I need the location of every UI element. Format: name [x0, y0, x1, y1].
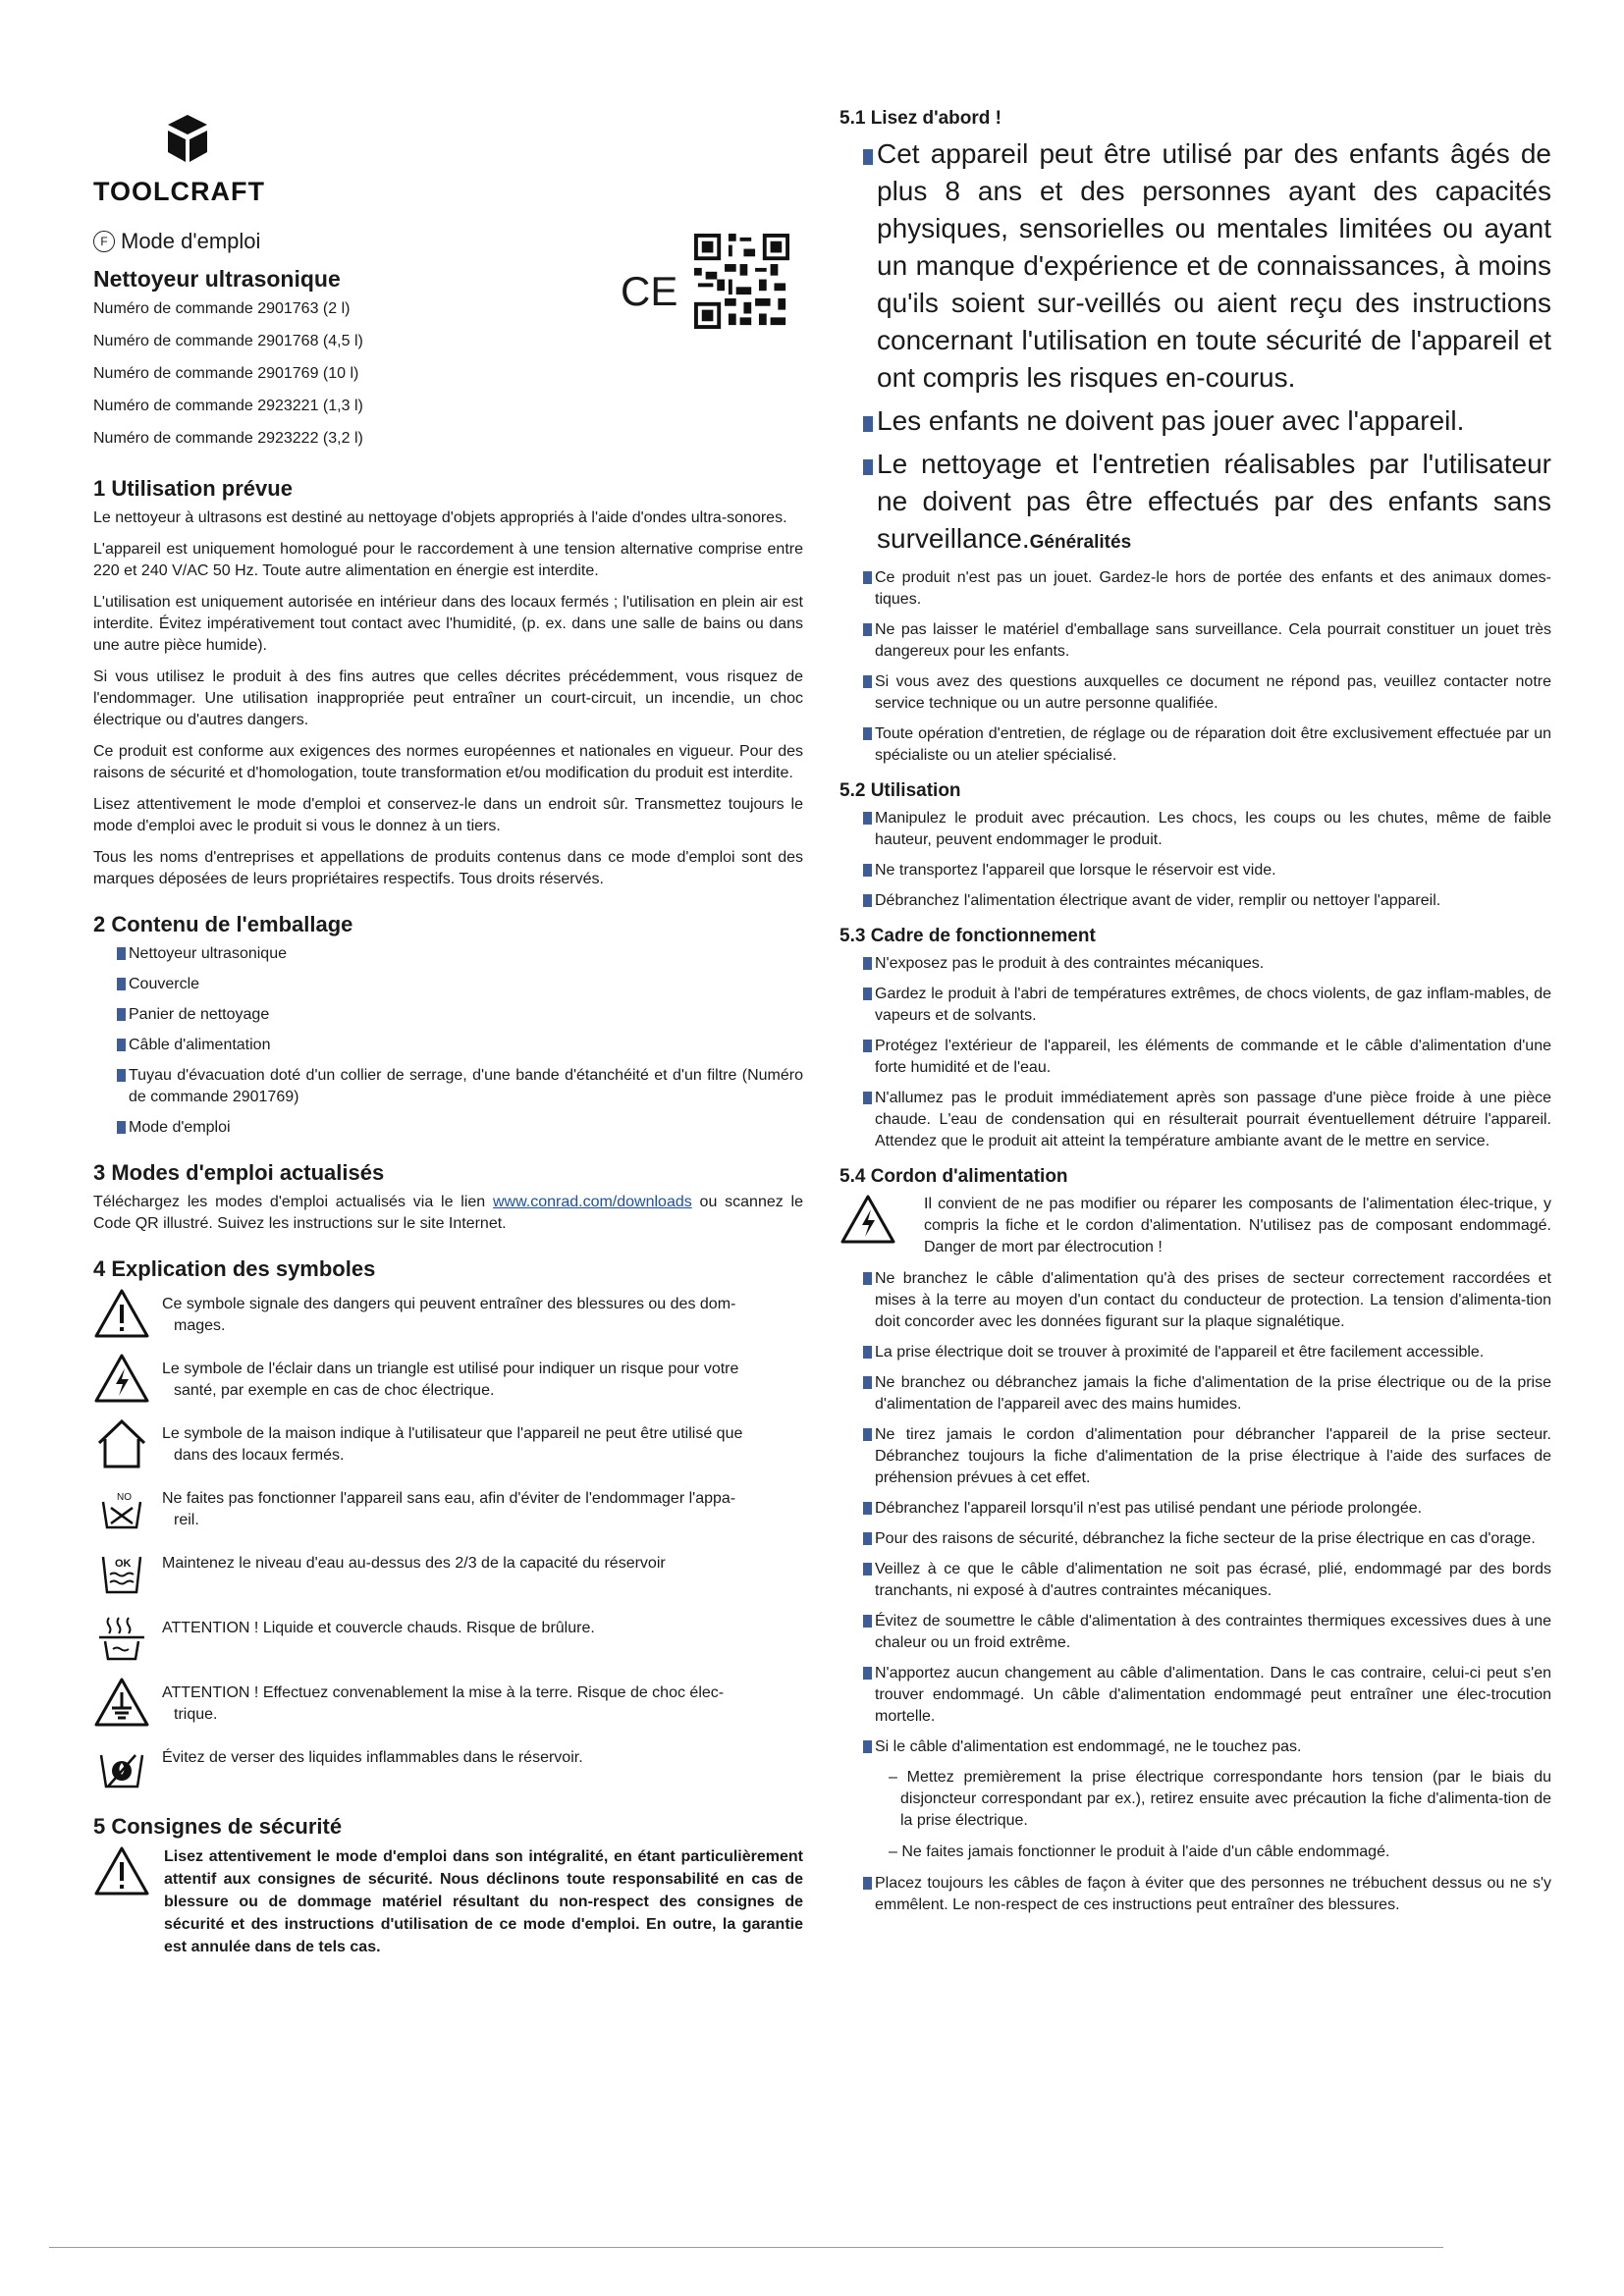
- product-title: Nettoyeur ultrasonique: [93, 266, 341, 292]
- safety-warning-text: Lisez attentivement le mode d'emploi dans son intégralité, en étant particulièrement attentif aux consignes de sécurité. Nous déclinons toute responsabilité en cas de blessure ou de dommage matériel résultant du non-respect des consignes de sécurité et des instructions d'utilisation de ce mode d'emploi. En outre, la garantie est annulée dans de tels cas.: [164, 1848, 803, 1955]
- document-header: [93, 229, 803, 454]
- list-item: Pour des raisons de sécurité, débranchez la fiche secteur de la prise électrique en cas d'orage.: [867, 1528, 1551, 1550]
- list-item: Toute opération d'entretien, de réglage ou de réparation doit être exclusivement effectuée par un spécialiste ou un atelier spécialisé.: [867, 723, 1551, 767]
- symbol-description: [162, 1553, 666, 1575]
- section-2-title: 2 Contenu de l'emballage: [93, 912, 353, 936]
- symbol-text-cont: dans des locaux fermés.: [174, 1447, 345, 1464]
- read-first-text: Le nettoyage et l'entretien réalisables par l'utilisateur ne doivent pas être effectués par des enfants sans surveillance.: [877, 449, 1551, 554]
- left-column: [93, 103, 803, 1958]
- symbol-description: [162, 1618, 595, 1639]
- brand-name: TOOLCRAFT: [93, 177, 265, 206]
- safety-warning: [93, 1845, 803, 1958]
- section-3-title: 3 Modes d'emploi actualisés: [93, 1160, 385, 1185]
- usage-list: [839, 808, 1551, 912]
- section-5-title: 5 Consignes de sécurité: [93, 1814, 343, 1839]
- power-cord-warning: [839, 1194, 1551, 1258]
- list-item: Nettoyeur ultrasonique: [121, 943, 803, 965]
- read-first-item: [871, 446, 1551, 561]
- warning-triangle-icon: [93, 1288, 150, 1339]
- symbol-text-line: Ne faites pas fonctionner l'appareil sans eau, afin d'éviter de l'endommager l'appa-: [162, 1490, 736, 1507]
- power-cord-final-list: [839, 1873, 1551, 1916]
- list-item: Tuyau d'évacuation doté d'un collier de serrage, d'une bande d'étanchéité et d'un filtre (Numéro de commande 2901769): [121, 1065, 803, 1108]
- paragraph: Lisez attentivement le mode d'emploi et conservez-le dans un endroit sûr. Transmettez toujours le mode d'emploi avec le produit si vous le donnez à un tiers.: [93, 796, 803, 834]
- brand-logo: [93, 103, 803, 211]
- lightning-triangle-icon: [839, 1194, 896, 1245]
- symbol-row: [93, 1288, 803, 1339]
- ground-triangle-icon: [93, 1677, 150, 1728]
- symbol-description: [162, 1294, 735, 1337]
- symbol-description: [162, 1488, 735, 1531]
- list-item: La prise électrique doit se trouver à proximité de l'appareil et être facilement accessible.: [867, 1342, 1551, 1363]
- warning-triangle-icon: [93, 1845, 150, 1896]
- symbol-text-line: Évitez de verser des liquides inflammables dans le réservoir.: [162, 1749, 583, 1766]
- list-item: Débranchez l'alimentation électrique avant de vider, remplir ou nettoyer l'appareil.: [867, 890, 1551, 912]
- symbol-text-cont: mages.: [174, 1317, 226, 1334]
- paragraph: L'appareil est uniquement homologué pour le raccordement à une tension alternative comprise entre 220 et 240 V/AC 50 Hz. Toute autre alimentation en énergie est interdite.: [93, 541, 803, 579]
- section-1-body: [93, 507, 803, 890]
- order-number: Numéro de commande 2923222 (3,2 l): [93, 430, 363, 447]
- order-number: Numéro de commande 2901769 (10 l): [93, 365, 359, 382]
- lightning-triangle-icon: [93, 1353, 150, 1404]
- read-first-item: [871, 402, 1551, 440]
- list-item: Câble d'alimentation: [121, 1035, 803, 1056]
- symbol-text-cont: reil.: [174, 1512, 199, 1528]
- general-safety-list: [839, 567, 1551, 767]
- language-badge: F: [93, 231, 115, 252]
- symbol-text-line: Le symbole de l'éclair dans un triangle est utilisé pour indiquer un risque pour votre: [162, 1361, 739, 1377]
- list-item: Ne branchez le câble d'alimentation qu'à des prises de secteur correctement raccordées et mises à la terre au moyen d'un contact du conducteur de protection. La tension d'alimenta-tion doit concorder avec les données figurant sur la plaque signalétique.: [867, 1268, 1551, 1333]
- ce-mark: CE: [621, 268, 678, 314]
- right-column: [839, 108, 1551, 1925]
- list-item: Ne branchez ou débranchez jamais la fiche d'alimentation de la prise électrique ou de la prise d'alimentation de l'appareil avec des mains humides.: [867, 1372, 1551, 1415]
- manual-label: Mode d'emploi: [121, 229, 261, 253]
- list-item: N'allumez pas le produit immédiatement après son passage d'une pièce froide à une pièce chaude. L'eau de condensation qui en résulterait pourrait éventuellement détruire l'appareil. Attendez que le produit ait atteint la température ambiante avant de le mettre en service.: [867, 1088, 1551, 1152]
- section-1-title: 1 Utilisation prévue: [93, 476, 293, 501]
- list-item: N'apportez aucun changement au câble d'alimentation. Dans le cas contraire, celui-ci peut s'en trouver endommagé. Un câble d'alimentation endommagé peut entraîner une élec-trocution mortelle.: [867, 1663, 1551, 1728]
- qr-code-icon: [694, 234, 789, 329]
- list-item: Panier de nettoyage: [121, 1004, 803, 1026]
- list-item: Évitez de soumettre le câble d'alimentation à des contraintes thermiques excessives dues à une chaleur ou un froid extrême.: [867, 1611, 1551, 1654]
- symbol-text-line: ATTENTION ! Effectuez convenablement la mise à la terre. Risque de choc élec-: [162, 1684, 725, 1701]
- list-item: N'exposez pas le produit à des contraintes mécaniques.: [867, 953, 1551, 975]
- svg-text:NO: NO: [117, 1492, 132, 1503]
- symbol-description: [162, 1359, 738, 1402]
- power-cord-sub-list: [839, 1767, 1551, 1863]
- symbol-row: [93, 1741, 803, 1792]
- house-icon: [93, 1417, 150, 1468]
- no-flammable-icon: [93, 1741, 150, 1792]
- ok-water-level-icon: [93, 1547, 150, 1598]
- section-4-title: 4 Explication des symboles: [93, 1256, 376, 1281]
- list-item: Veillez à ce que le câble d'alimentation ne soit pas écrasé, plié, endommagé par des bords tranchants, ni exposé à d'autres contraintes mécaniques.: [867, 1559, 1551, 1602]
- operating-conditions-list: [839, 953, 1551, 1152]
- section-5-2-title: 5.2 Utilisation: [839, 780, 961, 801]
- symbol-text-cont: trique.: [174, 1706, 218, 1723]
- package-contents-list: [93, 943, 803, 1139]
- symbol-text-line: Le symbole de la maison indique à l'utilisateur que l'appareil ne peut être utilisé que: [162, 1425, 743, 1442]
- section-5-1-title: 5.1 Lisez d'abord !: [839, 108, 1001, 129]
- symbol-description: [162, 1423, 742, 1467]
- symbol-text-line: Ce symbole signale des dangers qui peuvent entraîner des blessures ou des dom-: [162, 1296, 736, 1312]
- hot-liquid-icon: [93, 1612, 150, 1663]
- symbol-row: [93, 1482, 803, 1533]
- symbol-row: [93, 1547, 803, 1598]
- section-5-3-title: 5.3 Cadre de fonctionnement: [839, 926, 1096, 946]
- no-water-icon: [93, 1482, 150, 1533]
- list-item: Si vous avez des questions auxquelles ce document ne répond pas, veuillez contacter notre service technique ou un autre personne qualifiée.: [867, 671, 1551, 715]
- read-first-item: [871, 135, 1551, 397]
- paragraph: Si vous utilisez le produit à des fins autres que celles décrites précédemment, vous risquez de l'endommager. Une utilisation inappropriée peut entraîner un court-circuit, un incendie, un choc électrique ou d'autres dangers.: [93, 668, 803, 728]
- list-item: Mode d'emploi: [121, 1117, 803, 1139]
- footer-divider: [49, 2247, 1443, 2248]
- generalites-heading: Généralités: [1029, 532, 1132, 553]
- paragraph: Tous les noms d'entreprises et appellations de produits contenus dans ce mode d'emploi sont des marques déposées de leurs propriétaires respectifs. Tous droits réservés.: [93, 849, 803, 887]
- order-number: Numéro de commande 2901763 (2 l): [93, 300, 351, 317]
- order-number: Numéro de commande 2923221 (1,3 l): [93, 398, 363, 414]
- read-first-text: Les enfants ne doivent pas jouer avec l'appareil.: [877, 405, 1465, 436]
- list-item: Débranchez l'appareil lorsqu'il n'est pas utilisé pendant une période prolongée.: [867, 1498, 1551, 1520]
- symbol-row: [93, 1353, 803, 1404]
- symbol-row: [93, 1612, 803, 1663]
- symbol-row: [93, 1677, 803, 1728]
- list-item: Protégez l'extérieur de l'appareil, les éléments de commande et le câble d'alimentation d'une forte humidité et de l'eau.: [867, 1036, 1551, 1079]
- dash-list-item: – Ne faites jamais fonctionner le produit à l'aide d'un câble endommagé.: [889, 1843, 1390, 1860]
- symbol-row: [93, 1417, 803, 1468]
- list-item: Ne pas laisser le matériel d'emballage sans surveillance. Cela pourrait constituer un jouet très dangereux pour les enfants.: [867, 619, 1551, 663]
- dash-list-item: – Mettez premièrement la prise électrique correspondante hors tension (par le biais du disjoncteur correspondant par ex.), retirez ensuite avec précaution la fiche d'alimenta-tion de la prise électrique.: [889, 1769, 1551, 1829]
- list-item: Ce produit n'est pas un jouet. Gardez-le hors de portée des enfants et des animaux domes-tiques.: [867, 567, 1551, 611]
- symbol-text-line: ATTENTION ! Liquide et couvercle chauds. Risque de brûlure.: [162, 1620, 595, 1636]
- read-first-list: [839, 135, 1551, 561]
- downloads-link[interactable]: www.conrad.com/downloads: [492, 1194, 692, 1210]
- paragraph: L'utilisation est uniquement autorisée en intérieur dans des locaux fermés ; l'utilisation en plein air est interdite. Évitez impérativement tout contact avec l'humidité, (p. ex. dans une salle de bains ou dans une autre pièce humide).: [93, 594, 803, 654]
- symbols-list: [93, 1288, 803, 1792]
- power-cord-list: [839, 1268, 1551, 1758]
- list-item: Manipulez le produit avec précaution. Les chocs, les coups ou les chutes, même de faible hauteur, peuvent endommager le produit.: [867, 808, 1551, 851]
- list-item: Ne tirez jamais le cordon d'alimentation pour débrancher l'appareil de la prise secteur. Débranchez toujours la fiche d'alimentation de la prise électrique à l'aide des surfaces de préhension prévues à cet effet.: [867, 1424, 1551, 1489]
- section-5-4-title: 5.4 Cordon d'alimentation: [839, 1166, 1068, 1187]
- list-item: Couvercle: [121, 974, 803, 995]
- list-item: Si le câble d'alimentation est endommagé, ne le touchez pas.: [867, 1736, 1551, 1758]
- section-3-text: Téléchargez les modes d'emploi actualisés via le lien: [93, 1194, 493, 1210]
- symbol-description: [162, 1747, 583, 1769]
- symbol-description: [162, 1682, 724, 1726]
- symbol-text-cont: santé, par exemple en cas de choc électrique.: [174, 1382, 495, 1399]
- list-item: Gardez le produit à l'abri de températures extrêmes, de chocs violents, de gaz inflam-mables, de vapeurs et de solvants.: [867, 984, 1551, 1027]
- toolcraft-logo-icon: [164, 113, 211, 164]
- power-cord-warning-text: Il convient de ne pas modifier ou réparer les composants de l'alimentation élec-trique, y compris la fiche et le cordon d'alimentation. N'utilisez pas de composant endommagé. Danger de mort par électrocution !: [924, 1196, 1551, 1255]
- svg-text:OK: OK: [115, 1558, 132, 1570]
- list-item: Placez toujours les câbles de façon à éviter que des personnes ne trébuchent dessus ou ne s'y emmêlent. Le non-respect de ces instructions peut entraîner des blessures.: [867, 1873, 1551, 1916]
- order-number: Numéro de commande 2901768 (4,5 l): [93, 333, 363, 349]
- paragraph: Le nettoyeur à ultrasons est destiné au nettoyage d'objets appropriés à l'aide d'ondes ultra-sonores.: [93, 509, 787, 526]
- paragraph: Ce produit est conforme aux exigences des normes européennes et nationales en vigueur. Pour des raisons de sécurité et d'homologation, toute transformation et/ou modification du produit est interdite.: [93, 743, 803, 781]
- section-3-body: [93, 1192, 803, 1235]
- list-item: Ne transportez l'appareil que lorsque le réservoir est vide.: [867, 860, 1551, 881]
- section-3-text-end: ou scannez le Code QR illustré. Suivez les instructions sur le site Internet.: [93, 1194, 803, 1232]
- read-first-text: Cet appareil peut être utilisé par des enfants âgés de plus 8 ans et des personnes ayant des capacités physiques, sensorielles ou mentales limitées ou ayant un manque d'expérience et de connaissances, à moins qu'ils soient sur-veillés ou aient reçu des instructions concernant l'utilisation en toute sécurité de l'appareil et ont compris les risques en-courus.: [877, 138, 1551, 393]
- symbol-text-line: Maintenez le niveau d'eau au-dessus des 2/3 de la capacité du réservoir: [162, 1555, 666, 1572]
